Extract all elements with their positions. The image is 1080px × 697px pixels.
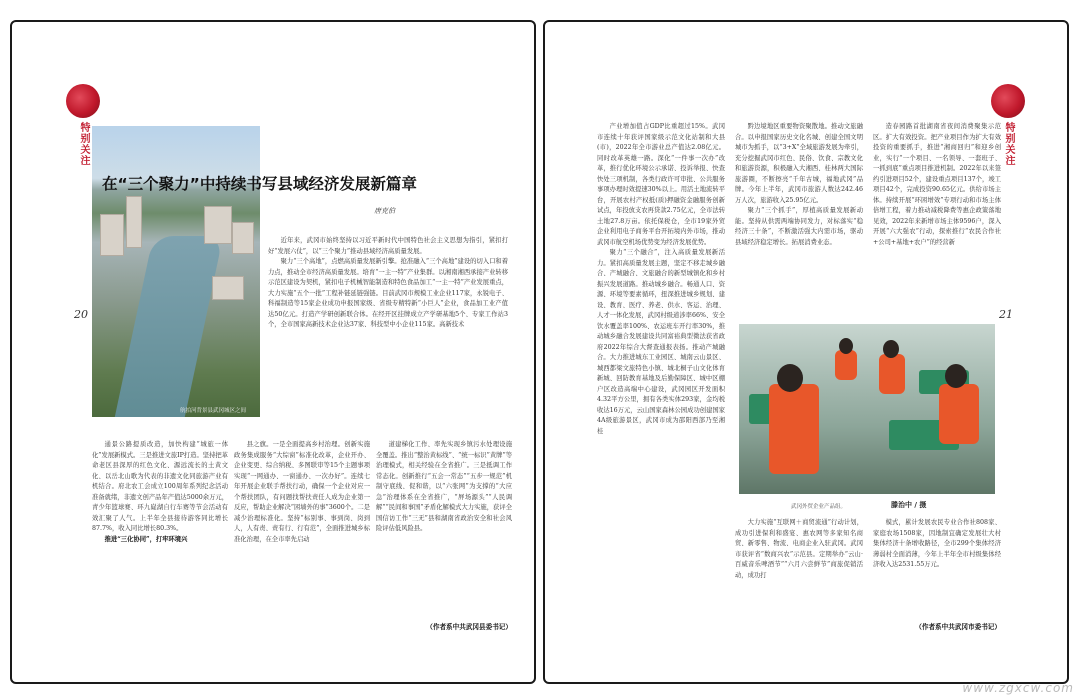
worker-figure <box>835 350 857 380</box>
photo-credit: 滕治中 / 摄 <box>891 501 927 509</box>
worker-figure <box>769 384 819 474</box>
column-3-lower <box>873 518 1001 622</box>
paragraph: 黔边境地区重要物资聚散地。推动文旅融合。以申报国家历史文化名城、创建全国文明城市为抓手，以“3+X”全域旅游发展为牵引，充分挖掘武冈市红色、民俗、饮食、宗教文化和旅游资源，积极融入大湘西、桂林两大国际旅游圈，不断擦亮“千年古城，福地武冈”品牌。今年上半年，武冈市旅游人数达242.46万人次，旅游收入25.95亿元。 <box>735 123 863 204</box>
building-shape <box>100 214 124 256</box>
right-page <box>543 20 1069 684</box>
worker-head <box>839 338 853 354</box>
building-shape <box>212 276 244 300</box>
page-number: 21 <box>999 308 1013 321</box>
worker-head <box>945 364 967 388</box>
paragraph: 县之旗。一是全面提高乡村治理。创新实施政务集成服务“大综窗”标准化改革，企业开办、企业变更、综合纳税、多图联审等15个主题事项实现“一网通办、一窗通办、一次办好”。连续七年开展企业联手帮扶行动，确保一个企业对应一个帮扶团队，有问题找帮扶责任人成为企业第一反应，帮助企业解决“困墙外的事”3600个。二是减少治理标准化。坚持“标别事、事到岗、岗到人，人有责、责有行、行有范”，全面推进城乡标准化治理，在全市率先启动 <box>234 441 370 543</box>
worker-figure <box>879 354 905 394</box>
paragraph: 聚力“三个融合”，注入高质量发展新活力。紧扣高质量发展主题，坚定不移走城乡融合、产城融合、文旅融合的新型城镇化和乡村振兴发展道路。推动城乡融合。畅通人口、资源、环境等要素循环，扭深推进城乡规划、建设、教育、医疗、养老、供水、客运、治理、人才一体化发展，武冈村级道涉率66%、安全饮水覆盖率100%、农运班车开行率30%，推动城乡融合发展建设共同富裕典型微法获省政府2022年综合大督查通报表扬。推动产城融合。大力推进城东工业园区、城南云山景区、城西都梁文旅特色小镇、城北桐子山文化体育新城、回防教育基地及后勤保障区、城中区棚户区改造高端中心建设，武冈园区开发面积4.32平方公里，拥有各类实体293家，金均税收达16万元，云山国家森林公园成功创建国家4A级旅游景区，武冈市成为邵阳西部乃至湘桂 <box>597 249 725 435</box>
flower-emblem-icon <box>66 84 100 118</box>
paragraph-lead: 推进“三化协同”，打牢环境兴 <box>104 535 188 543</box>
paragraph: 通景公路提质改造，加快构建“城旅一体化”发展新模式。三是推进文旅IP打造。坚持把革命老区县深厚的红色文化、源远流长的土黄文化、以岳北山歌为代表的非遗文化同旅游产业有机结合。府北农工会成立100周年系列纪念活动准备就绪，非遗文创产品年产值达5000余万元，青少年篮球赛、环九嶷湖自行车赛等节会活动有效汇聚了人气。上半年全县接待游客同比增长87.7%，收入同比增长80.3%。 <box>92 441 228 532</box>
worker-figure <box>939 384 979 444</box>
building-shape <box>126 196 142 248</box>
photo-caption: 武冈外贸企业产品组。 <box>791 504 847 510</box>
paragraph: 模式，累计发展农民专业合作社808家、家庭农场1508家，因地制宜确定发展壮大村集体经济十条增收路径，全市299个集体经济薄弱村全面消薄，今年上半年全市村级集体经济收入达2531.55万元。 <box>873 519 1001 568</box>
factory-workers-photo <box>739 324 995 494</box>
worker-head <box>883 340 899 358</box>
paragraph: 造春园路首批湖南省夜间消费聚集示范区。扩大有效投资。把产业项目作为扩大有效投资的重要抓手，推进“湘商回归”和迎乡创业，实行“一个项目、一名领导、一套班子、一抓到底”重点项目推进机制。2022年以来签约引进项目52个，建设重点项目137个，竣工项目42个，完成投资90.65亿元。供给市场主体。持续开展“环困增效”专项行动和市场主体倍增工程，着力推动减税降费等惠企政策落地见效，2022年来新增市场主体9596户，深入开展“六大强农”行动，探索推行“农民合作社+公司+基地+农户”的经营新 <box>873 123 1001 246</box>
section-tag: 特别关注 <box>78 122 89 166</box>
left-page <box>10 20 536 684</box>
page-number: 20 <box>74 308 88 321</box>
paragraph: 聚力“三个抓手”，厚植高质量发展新动能。坚持从供需两端协同发力，对标落实“稳经济三十条”，不断激活强大内需市场，驱动县域经济稳定增长。拓展消费业态。 <box>735 207 863 246</box>
river-city-photo <box>92 126 260 417</box>
column-1 <box>597 122 725 674</box>
author-credit: （作者系中共武冈市委书记） <box>915 623 1001 631</box>
paragraph: 产业增加值占GDP比重超过15%。武冈市连续十年获评国家级示范文化站制和大县(市)，2022年全市游业总产值达2.08亿元。同时改革英雄一路。深化“一件事一次办”改革，推行优化环境公示承诺、投诉举报、快查快处三项机制，各类行政许可审批、公共服务事项办理时效提速30%以上。用活土地流转平台，开展农村产权抵(质)押融资金融服务创新试点，年投放支农再贷款2.75亿元，全市法转土地27.8万亩。依托保税仓，全市19家外贸企业利用电子商务平台开拓境内外市场，推动武冈市航空机场优势变为经济发展优势。 <box>597 123 725 246</box>
building-shape <box>204 206 232 244</box>
section-tag: 特别关注 <box>1003 122 1014 166</box>
site-watermark: www.zgxcw.com <box>962 681 1074 695</box>
column-2-lower <box>735 518 863 638</box>
intro-column <box>268 236 508 442</box>
author-name: 唐克伯 <box>374 207 395 215</box>
author-credit: （作者系中共武冈县委书记） <box>426 623 512 631</box>
bottom-column-1 <box>92 440 228 640</box>
bottom-column-3 <box>376 440 512 620</box>
column-2 <box>735 122 863 318</box>
worker-head <box>777 364 803 392</box>
photo-caption: 航拍河背景县武冈城区之间 <box>180 408 247 414</box>
paragraph: 近年来，武冈市始终坚持以习近平新时代中国特色社会主义思想为指引，紧扣打好“发展六仗”，以“三个聚力”推动县域经济高质量发展。 <box>268 237 508 255</box>
river-shape <box>111 236 224 417</box>
building-shape <box>232 222 254 254</box>
column-3 <box>873 122 1001 318</box>
flower-emblem-icon <box>991 84 1025 118</box>
article-title: 在“三个聚力”中持续书写县域经济发展新篇章 <box>102 175 417 193</box>
paragraph: 大力实施“互联网＋商贸流通”行动计划，成功引进保利和盛宴、惠农网等多家知名商贸、新零售、物流、电商企业入驻武冈。武冈市获评省“数商兴农”示范县。定期举办“云山·百威音乐啤酒节”“六月六尝鲜节”商旅促销活动，成功打 <box>735 519 863 579</box>
paragraph: 聚力“三个高地”，点燃高质量发展新引擎。抢准融入“三个高地”建设的切入口和着力点，推动全市经济高质量发展。培育“一主一特”产业集群。以湘南湘西承接产业转移示范区建设为契机，紧扣电子机械智能制造和特色食品加工“一主一特”产业发展重点，大力实施“五个一批”工程补链延链强链。目前武冈市规模工业企业117家，永锐电子、科福制造等15家企业成功申报国家级、省级专精特新“小巨人”企业，食品加工业产值达50亿元。打造产学研创新联合体。在经开区挂牌成立产学研基地5个、专家工作站3个，全市国家高新技术企业达37家、科技型中小企业115家。高新技术 <box>268 258 508 328</box>
bottom-column-2 <box>234 440 370 640</box>
paragraph: 道建梯化工作、率先实现乡镇污水处理设施全覆盖。推出“整治黄标线”、“统一标识”黄牌”等治理模式，相关经验在全省推广。三是抵调工作常态化。创新推行“五会一常态”“五步一规范”机制守底线、促和谐，以“六张网”为支撑的“大应急”治理体系在全省推广，“屏场源头”“人民调解”“民间和事国”矛盾化解模式大力实施，获评全国信访工作“三无”县和湖南省政治安全和社会风险评估低风险县。 <box>376 441 512 532</box>
